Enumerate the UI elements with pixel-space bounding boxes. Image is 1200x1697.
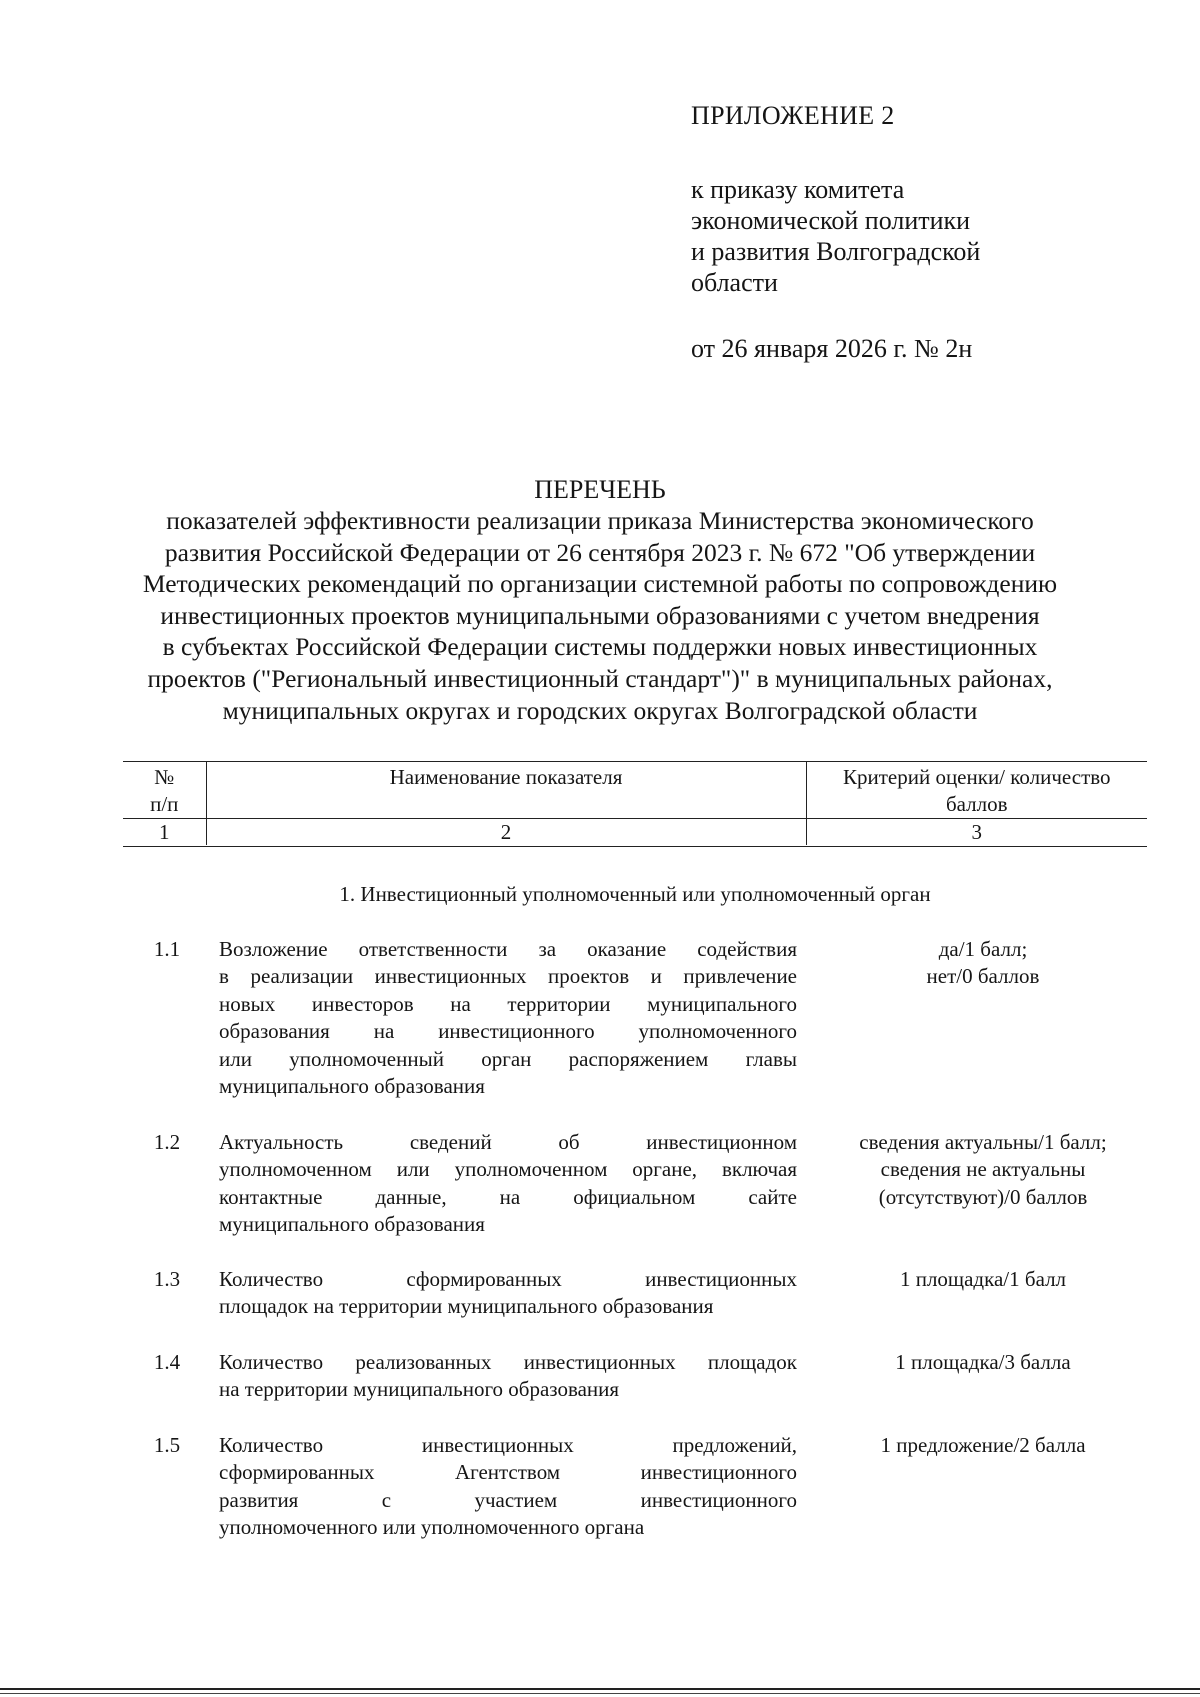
- indicator-name-line: образования на инвестиционного уполномоченного: [219, 1019, 797, 1044]
- column-header-criterion: [806, 762, 1147, 820]
- indicator-name-line: Актуальность сведений об инвестиционном: [219, 1130, 797, 1154]
- indicator-name: [219, 1349, 797, 1404]
- criterion-line: сведения не актуальны: [880, 1157, 1086, 1182]
- indicator-name-line: Возложение ответственности за оказание содействия: [219, 937, 797, 961]
- page-bottom-rule: [0, 1688, 1200, 1690]
- column-number: 3: [806, 820, 1147, 845]
- table-middle-rule: [123, 818, 1147, 819]
- criterion-line: 1 предложение/2 балла: [880, 1433, 1086, 1457]
- criterion: [823, 1349, 1143, 1376]
- indicator-name-line: муниципального образования: [219, 1074, 485, 1099]
- header-name-text: Наименование показателя: [389, 765, 623, 789]
- indicator-name-line: Количество сформированных инвестиционных: [219, 1267, 797, 1291]
- column-numbers-row: [123, 820, 1147, 845]
- document-subtitle: [100, 505, 1100, 726]
- indicator-name-line: уполномоченном или уполномоченном органе, включая: [219, 1157, 797, 1182]
- indicator-name-line: уполномоченного или уполномоченного органа: [219, 1515, 645, 1540]
- indicator-name-line: или уполномоченный орган распоряжением главы: [219, 1046, 797, 1071]
- subtitle-line: муниципальных округах и городских округах Волгоградской области: [222, 695, 978, 725]
- indicator-name: [219, 1432, 797, 1542]
- indicator-name-line: Количество инвестиционных предложений,: [219, 1433, 797, 1457]
- subtitle-line: развития Российской Федерации от 26 сентября 2023 г. № 672 "Об утверждении: [164, 537, 1036, 567]
- subtitle-line: Методических рекомендаций по организации системной работы по сопровождению: [142, 569, 1058, 599]
- column-header-name: [206, 762, 806, 820]
- criterion: [823, 936, 1143, 991]
- indicator-name: [219, 1129, 797, 1239]
- header-criterion-line: баллов: [945, 792, 1008, 816]
- criterion-line: (отсутствуют)/0 баллов: [878, 1184, 1088, 1209]
- row-number: 1.2: [153, 1130, 181, 1154]
- criterion-line: нет/0 баллов: [926, 964, 1040, 989]
- subtitle-line: показателей эффективности реализации приказа Министерства экономического: [166, 506, 1034, 535]
- criterion: [823, 1266, 1143, 1293]
- indicator-name-line: Количество реализованных инвестиционных площадок: [219, 1350, 797, 1374]
- row-number: 1.1: [153, 937, 181, 961]
- column-number: 1: [159, 820, 170, 844]
- indicator-name: [219, 1266, 797, 1321]
- indicator-name-line: муниципального образования: [219, 1212, 485, 1237]
- criterion-line: сведения актуальны/1 балл;: [859, 1130, 1107, 1154]
- appendix-date: от 26 января 2026 г. № 2н: [691, 334, 973, 363]
- indicator-name-line: на территории муниципального образования: [219, 1377, 620, 1402]
- table-header-row: [123, 762, 1147, 820]
- table-bottom-rule: [123, 846, 1147, 847]
- row-number: 1.4: [153, 1350, 181, 1374]
- criterion-line: да/1 балл;: [938, 937, 1028, 961]
- page-bottom-rule: [0, 1693, 1200, 1694]
- row-number: 1.3: [153, 1267, 181, 1291]
- indicator-name-line: новых инвесторов на территории муниципального: [219, 991, 797, 1016]
- indicator-name-line: в реализации инвестиционных проектов и привлечение: [219, 964, 797, 989]
- indicator-name: [219, 936, 797, 1100]
- column-header-number: [123, 762, 206, 820]
- appendix-title: ПРИЛОЖЕНИЕ 2: [691, 101, 895, 130]
- header-criterion-line: Критерий оценки/ количество: [842, 765, 1111, 789]
- indicator-name-line: развития с участием инвестиционного: [219, 1487, 797, 1512]
- indicator-name-line: контактные данные, на официальном сайте: [219, 1184, 797, 1209]
- indicator-name-line: площадок на территории муниципального образования: [219, 1294, 714, 1319]
- table-header: [123, 762, 1147, 845]
- appendix-line: к приказу комитета: [691, 175, 905, 204]
- subtitle-line: проектов ("Региональный инвестиционный стандарт")" в муниципальных районах,: [147, 663, 1053, 693]
- appendix-line: области: [691, 268, 778, 297]
- section-title: 1. Инвестиционный уполномоченный или уполномоченный орган: [339, 882, 931, 906]
- document-title: ПЕРЕЧЕНЬ: [534, 475, 666, 504]
- criterion-line: 1 площадка/1 балл: [899, 1267, 1067, 1291]
- appendix-line: экономической политики: [691, 206, 971, 235]
- column-number: 2: [206, 820, 806, 845]
- header-num-abbr: п/п: [150, 792, 179, 816]
- appendix-header: [691, 100, 1091, 364]
- subtitle-line: инвестиционных проектов муниципальными образованиями с учетом внедрения: [160, 600, 1040, 630]
- criterion: [823, 1432, 1143, 1459]
- appendix-line: и развития Волгоградской: [691, 237, 981, 266]
- criterion: [823, 1129, 1143, 1211]
- indicator-name-line: сформированных Агентством инвестиционного: [219, 1460, 797, 1485]
- header-num-sign: №: [154, 765, 175, 789]
- subtitle-line: в субъектах Российской Федерации системы поддержки новых инвестиционных: [162, 632, 1038, 662]
- criterion-line: 1 площадка/3 балла: [895, 1350, 1071, 1374]
- row-number: 1.5: [153, 1433, 181, 1457]
